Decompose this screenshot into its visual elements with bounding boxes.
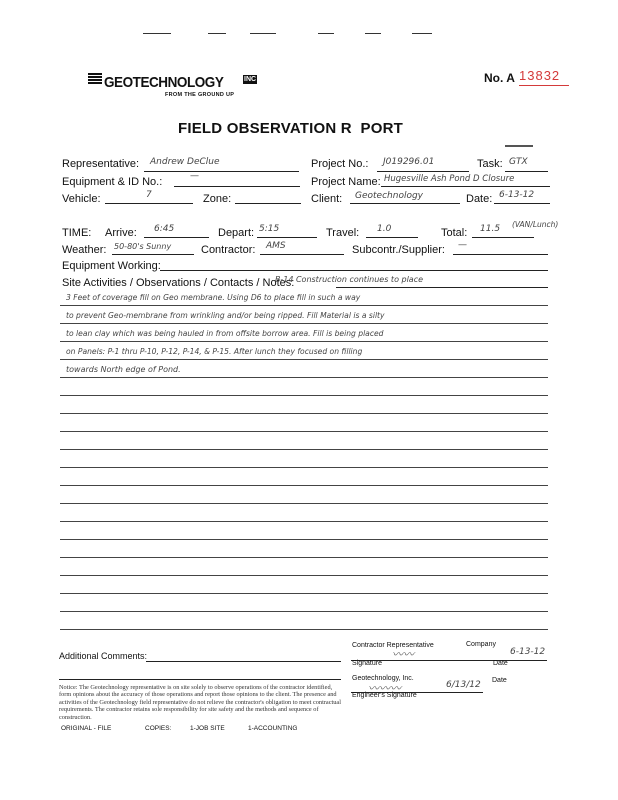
notes-line-text: to lean clay which was being hauled in from offsite borrow area. Fill is being placed	[66, 329, 384, 338]
date-label: Date:	[466, 193, 493, 205]
contractor-line	[260, 254, 344, 255]
project-no-line	[377, 171, 469, 172]
depart-line	[257, 237, 317, 238]
contractor-rep-label: Contractor Representative	[352, 642, 434, 649]
arrive-label: Arrive:	[105, 227, 137, 239]
notes-rule	[60, 395, 548, 396]
contractor-label: Contractor:	[201, 244, 256, 256]
notes-rule	[60, 323, 548, 324]
depart-label: Depart:	[218, 227, 255, 239]
client-label: Client:	[311, 193, 343, 205]
scan-mark	[208, 33, 226, 34]
report-number-underline	[519, 85, 569, 86]
equipment-working-line	[160, 270, 548, 271]
equipment-label: Equipment & ID No.:	[62, 176, 163, 188]
project-no-label: Project No.:	[311, 158, 369, 170]
notes-label: Site Activities / Observations / Contacts / Notes:	[62, 277, 295, 289]
depart-value: 5:15	[259, 224, 280, 234]
notes-rule	[60, 503, 548, 504]
vehicle-value: 7	[146, 190, 152, 200]
client-value: Geotechnology	[355, 191, 423, 201]
notes-rule	[60, 377, 548, 378]
notes-rule	[60, 611, 548, 612]
equipment-line	[174, 186, 300, 187]
arrive-value: 6:45	[154, 224, 175, 234]
travel-label: Travel:	[326, 227, 360, 239]
notes-rule	[60, 557, 548, 558]
vehicle-line	[105, 203, 193, 204]
task-value: GTX	[509, 157, 528, 167]
date-label-1: Date	[493, 660, 508, 667]
project-name-line	[381, 186, 550, 187]
representative-label: Representative:	[62, 158, 140, 170]
notes-line-text: to prevent Geo-membrane from wrinkling and/or being ripped. Fill Material is a silty	[66, 311, 385, 320]
notes-rule	[60, 305, 548, 306]
notes-rule	[60, 449, 548, 450]
total-note: (VAN/Lunch)	[512, 220, 559, 229]
notes-rule	[60, 629, 548, 630]
task-line	[505, 171, 548, 172]
copy-job-site: 1-JOB SITE	[190, 725, 225, 732]
notes-rule	[60, 539, 548, 540]
page-title: FIELD OBSERVATION R PORT	[178, 120, 404, 137]
zone-label: Zone:	[203, 193, 232, 205]
representative-value: Andrew DeClue	[150, 157, 220, 167]
subcontractor-line	[453, 254, 548, 255]
additional-comments-line	[59, 679, 341, 680]
scan-mark	[250, 33, 276, 34]
date-value: 6-13-12	[499, 190, 535, 200]
notes-rule	[60, 575, 548, 576]
copy-original: ORIGINAL - FILE	[61, 725, 112, 732]
notes-line-0	[336, 287, 548, 288]
notes-rule	[60, 467, 548, 468]
contractor-signature: 〰〰	[392, 648, 414, 661]
copies-label: COPIES:	[145, 725, 172, 732]
date-label-2: Date	[492, 677, 507, 684]
report-number-label: No. A	[484, 71, 515, 85]
scan-mark	[412, 33, 432, 34]
notes-line-text: B-14 Construction continues to place	[275, 275, 424, 284]
project-name-label: Project Name:	[311, 176, 381, 188]
notes-rule	[60, 521, 548, 522]
engineer-signature-label: Engineer's Signature	[352, 692, 417, 699]
header-mark	[505, 145, 533, 147]
scan-mark	[143, 33, 171, 34]
weather-value: 50-80's Sunny	[114, 242, 172, 251]
task-label: Task:	[477, 158, 503, 170]
engineer-signature: 〰〰〰	[368, 682, 401, 695]
additional-comments-line	[146, 661, 341, 662]
time-label: TIME:	[62, 227, 92, 239]
travel-line	[366, 237, 418, 238]
geotechnology-label: Geotechnology, Inc.	[352, 675, 414, 682]
total-line	[472, 237, 534, 238]
date-line	[494, 203, 550, 204]
notes-rule	[60, 341, 548, 342]
contractor-value: AMS	[266, 241, 286, 251]
company-tagline: FROM THE GROUND UP	[165, 92, 235, 98]
engineer-date: 6/13/12	[446, 680, 481, 690]
vehicle-label: Vehicle:	[62, 193, 101, 205]
notes-rule	[60, 593, 548, 594]
scan-mark	[318, 33, 334, 34]
weather-line	[112, 254, 194, 255]
project-no-value: J019296.01	[383, 157, 435, 167]
project-name-value: Hugesville Ash Pond D Closure	[384, 174, 515, 184]
company-logo-suffix: INC	[244, 76, 257, 83]
travel-value: 1.0	[377, 224, 392, 234]
subcontractor-value: —	[458, 240, 467, 250]
signature-label: Signature	[352, 660, 382, 667]
arrive-line	[144, 237, 209, 238]
logo-icon	[88, 73, 102, 87]
notes-line-text: 3 Feet of coverage fill on Geo membrane. Using D6 to place fill in such a way	[66, 293, 361, 302]
company-logo: GEOTECHNOLOGY	[104, 74, 224, 91]
total-value: 11.5	[480, 224, 501, 234]
notes-rule	[60, 431, 548, 432]
notes-line-text: on Panels: P-1 thru P-10, P-12, P-14, & P-15. After lunch they focused on filling	[66, 347, 363, 356]
zone-line	[235, 203, 301, 204]
total-label: Total:	[441, 227, 468, 239]
company-label: Company	[466, 641, 496, 648]
representative-line	[144, 171, 299, 172]
notes-rule	[60, 359, 548, 360]
notice-text: Notice: The Geotechnology representative is on site solely to observe operations of the contractor identified, form opinions about the accuracy of those operations and report those opinions to the client. The presence and activities of the Geotechnology field representative do not relieve the contractor's obligation to meet contractual requirements. The contractor retains sole responsibility for site safety and the methods and sequence of construction.	[59, 684, 341, 721]
contractor-date: 6-13-12	[510, 647, 546, 657]
notes-rule	[60, 485, 548, 486]
notes-line-text: towards North edge of Pond.	[66, 365, 181, 374]
copy-accounting: 1-ACCOUNTING	[248, 725, 298, 732]
report-number: 13832	[519, 68, 561, 83]
client-line	[350, 203, 460, 204]
equipment-working-label: Equipment Working:	[62, 260, 161, 272]
weather-label: Weather:	[62, 244, 107, 256]
additional-comments-label: Additional Comments:	[59, 651, 148, 661]
subcontractor-label: Subcontr./Supplier:	[352, 244, 445, 256]
equipment-value: —	[190, 171, 199, 181]
notes-rule	[60, 413, 548, 414]
scan-mark	[365, 33, 381, 34]
